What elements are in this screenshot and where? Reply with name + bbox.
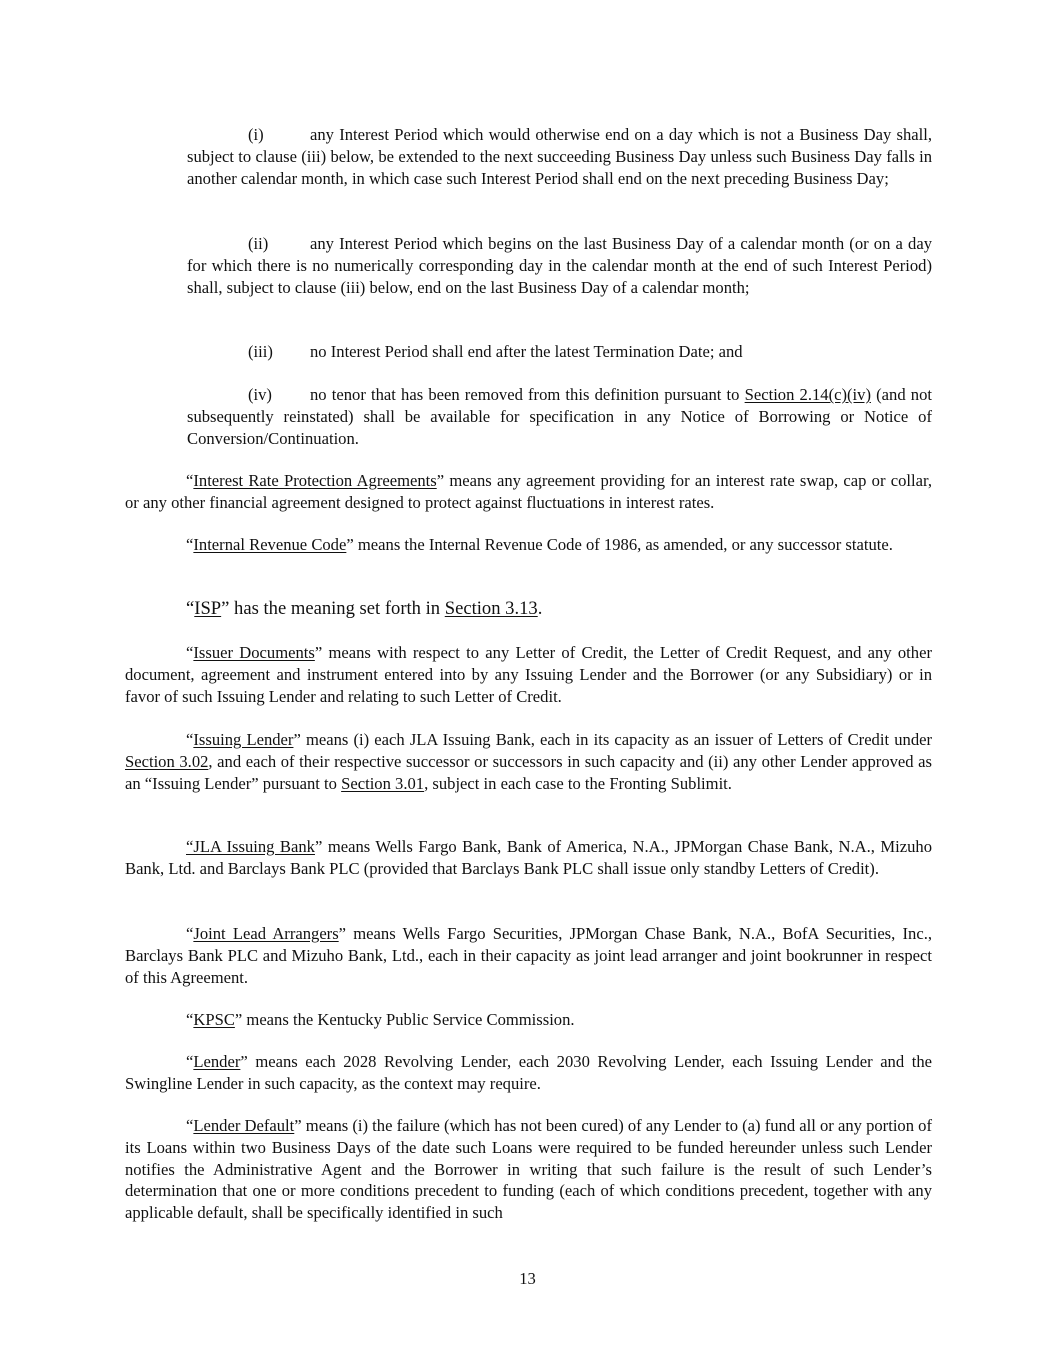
section-reference-link[interactable]: Section 2.14(c)(iv) (744, 385, 871, 404)
definition-text: means Wells Fargo Bank, Bank of America, N.A., JPMorgan Chase Bank, N.A., Mizuho Bank, Ltd. and Barclays Bank PLC (provided that Barclays Bank PLC shall issue only standby Letters of Credit). (125, 837, 932, 878)
defined-term: ISP (194, 598, 222, 619)
defined-term: Issuing Lender (193, 730, 294, 749)
definition-text: means any agreement providing for an interest rate swap, cap or collar, or any other financial agreement designed to protect against fluctuations in interest rates. (125, 471, 932, 512)
definition-issuing-lender: “Issuing Lender” means (i) each JLA Issuing Bank, each in its capacity as an issuer of Letters of Credit under Section 3.02, and each of their respective successor or successors in such capacity and (ii) any other Lender approved as an “Issuing Lender” pursuant to Section 3.01, subject in each case to the Fronting Sublimit. (125, 730, 933, 793)
definition-lender-default: “Lender Default” means (i) the failure (which has not been cured) of any Lender to (a) fund all or any portion of its Loans within two Business Days of the date such Loans were required to be funded hereunder unless such Lender notifies the Administrative Agent and the Borrower in writing that such failure is the result of such Lender’s determination that one or more conditions precedent to funding (each of which conditions precedent, together with any applicable default, shall be specifically identified in such (125, 1116, 932, 1223)
clause-text: no tenor that has been removed from this definition pursuant to (310, 385, 745, 404)
clause-i (187, 124, 932, 189)
definition-text: means Wells Fargo Securities, JPMorgan Chase Bank, N.A., BofA Securities, Inc., Barclays Bank PLC and Mizuho Bank, Ltd., each in their capacity as joint lead arranger and joint bookrunner in respect of this Agreement. (125, 924, 932, 987)
definition-text: means each 2028 Revolving Lender, each 2030 Revolving Lender, each Issuing Lender and the Swingline Lender in such capacity, as the context may require. (125, 1052, 932, 1093)
definition-text: means (i) each JLA Issuing Bank, each in its capacity as an issuer of Letters of Credit under (300, 730, 933, 749)
clause-number: (iii) (248, 342, 273, 361)
definition-jla-issuing-bank: “JLA Issuing Bank” means Wells Fargo Bank, Bank of America, N.A., JPMorgan Chase Bank, N.A., Mizuho Bank, Ltd. and Barclays Bank PLC (provided that Barclays Bank PLC shall issue only standby Letters of Credit). (125, 837, 932, 878)
defined-term: Interest Rate Protection Agreements (193, 471, 437, 490)
clause-iii (187, 341, 932, 363)
clause-text: (and not subsequently reinstated) shall be available for specification in any Notice of Borrowing or Notice of Conversion/Continuation. (187, 385, 932, 448)
definition-text: , and each of their respective successor or successors in such capacity and (ii) any other Lender approved as an “Issuing Lender” pursuant to (125, 751, 932, 793)
clause-number: (iv) (248, 385, 272, 404)
section-reference-link[interactable]: Section 3.02 (125, 751, 209, 771)
definition-text: , subject in each case to the Fronting Sublimit. (424, 773, 732, 793)
page-number: 13 (519, 1269, 536, 1288)
definition-text: has the meaning set forth in (229, 598, 445, 619)
defined-term: Issuer Documents (193, 643, 315, 662)
definition-text: means the Internal Revenue Code of 1986, as amended, or any successor statute. (353, 535, 893, 554)
clause-number: (ii) (248, 234, 269, 253)
definition-end: . (537, 598, 543, 619)
defined-term: Joint Lead Arrangers (193, 924, 339, 943)
definition-internal-revenue-code: “Internal Revenue Code” means the Internal Revenue Code of 1986, as amended, or any successor statute. (186, 535, 893, 554)
section-reference-link[interactable]: Section 3.13 (444, 598, 538, 619)
clause-iv (187, 384, 932, 449)
defined-term: Internal Revenue Code (193, 535, 347, 554)
definition-lender: “Lender” means each 2028 Revolving Lender, each 2030 Revolving Lender, each Issuing Lender and the Swingline Lender in such capacity, as the context may require. (125, 1052, 932, 1093)
defined-term: “JLA Issuing Bank (186, 837, 315, 856)
section-reference-link[interactable]: Section 3.01 (341, 773, 425, 793)
definition-isp: “ISP” has the meaning set forth in Section 3.13. (186, 598, 543, 619)
definition-text: means the Kentucky Public Service Commission. (242, 1010, 575, 1029)
defined-term: Lender Default (193, 1116, 295, 1135)
definition-text: means with respect to any Letter of Credit, the Letter of Credit Request, and any other document, agreement and instrument entered into by any Issuing Lender and the Borrower (or any Subsidiary) or in favor of such Issuing Lender and relating to such Letter of Credit. (125, 643, 932, 706)
clause-text: any Interest Period which would otherwise end on a day which is not a Business Day shall, subject to clause (iii) below, be extended to the next succeeding Business Day unless such Business Day falls in another calendar month, in which case such Interest Period shall end on the next preceding Business Day; (187, 125, 932, 188)
definition-text: means (i) the failure (which has not been cured) of any Lender to (a) fund all or any portion of its Loans within two Business Days of the date such Loans were required to be funded hereunder unless such Lender notifies the Administrative Agent and the Borrower in writing that such failure is the result of such Lender’s determination that one or more conditions precedent to funding (each of which conditions precedent, together with any applicable default, shall be specifically identified in such (125, 1116, 932, 1223)
clause-text: no Interest Period shall end after the latest Termination Date; and (310, 342, 743, 361)
clause-number: (i) (248, 125, 264, 144)
definition-kpsc: “KPSC” means the Kentucky Public Service Commission. (186, 1010, 575, 1029)
clause-ii (187, 233, 932, 298)
clause-text: any Interest Period which begins on the last Business Day of a calendar month (or on a day for which there is no numerically corresponding day in the calendar month at the end of such Interest Period) shall, subject to clause (iii) below, end on the last Business Day of a calendar month; (187, 234, 932, 297)
defined-term: Lender (193, 1052, 241, 1071)
defined-term: KPSC (193, 1010, 235, 1029)
definition-interest-rate-protection: “Interest Rate Protection Agreements” means any agreement providing for an interest rate swap, cap or collar, or any other financial agreement designed to protect against fluctuations in interest rates. (125, 471, 932, 512)
definition-issuer-documents: “Issuer Documents” means with respect to any Letter of Credit, the Letter of Credit Request, and any other document, agreement and instrument entered into by any Issuing Lender and the Borrower (or any Subsidiary) or in favor of such Issuing Lender and relating to such Letter of Credit. (125, 643, 932, 706)
definition-joint-lead-arrangers: “Joint Lead Arrangers” means Wells Fargo Securities, JPMorgan Chase Bank, N.A., BofA Securities, Inc., Barclays Bank PLC and Mizuho Bank, Ltd., each in their capacity as joint lead arranger and joint bookrunner in respect of this Agreement. (125, 924, 932, 987)
